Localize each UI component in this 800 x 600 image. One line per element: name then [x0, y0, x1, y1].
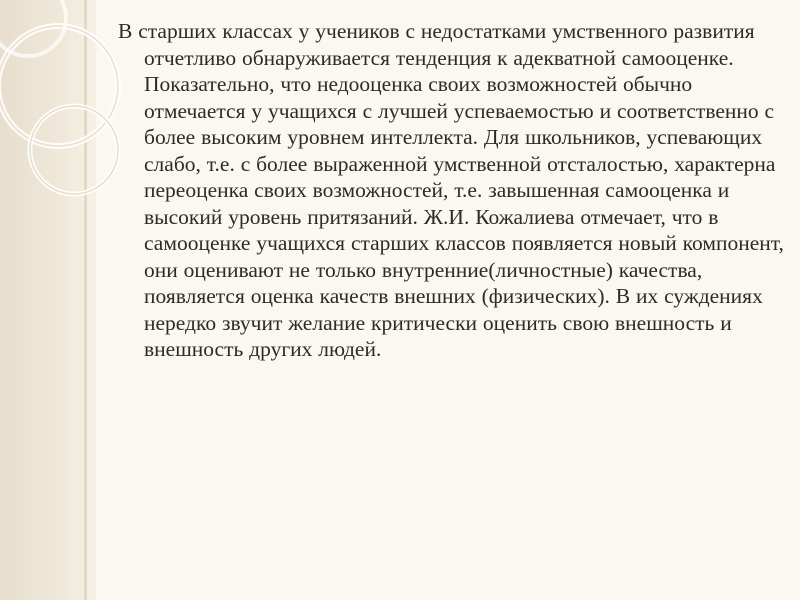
slide-body-paragraph: В старших классах у учеников с недостатками умственного развития отчетливо обнаруживается тенденция к адекватной самооценке. Показательно, что недооценка своих возможностей обычно отмечается у учащихся с лучшей успеваемостью и соответственно с более высоким уровнем интеллекта. Для школьников, успевающих слабо, т.е. с более выраженной умственной отсталостью, характерна переоценка своих возможностей, т.е. завышенная самооценка и высокий уровень притязаний. Ж.И. Кожалиева отмечает, что в самооценке учащихся старших классов появляется новый компонент, они оценивают не только внутренние(личностные) качества, появляется оценка качеств внешних (физических). В их суждениях нередко звучит желание критически оценить свою внешность и внешность других людей. [118, 19, 784, 361]
small-ring-shadow [30, 106, 118, 194]
